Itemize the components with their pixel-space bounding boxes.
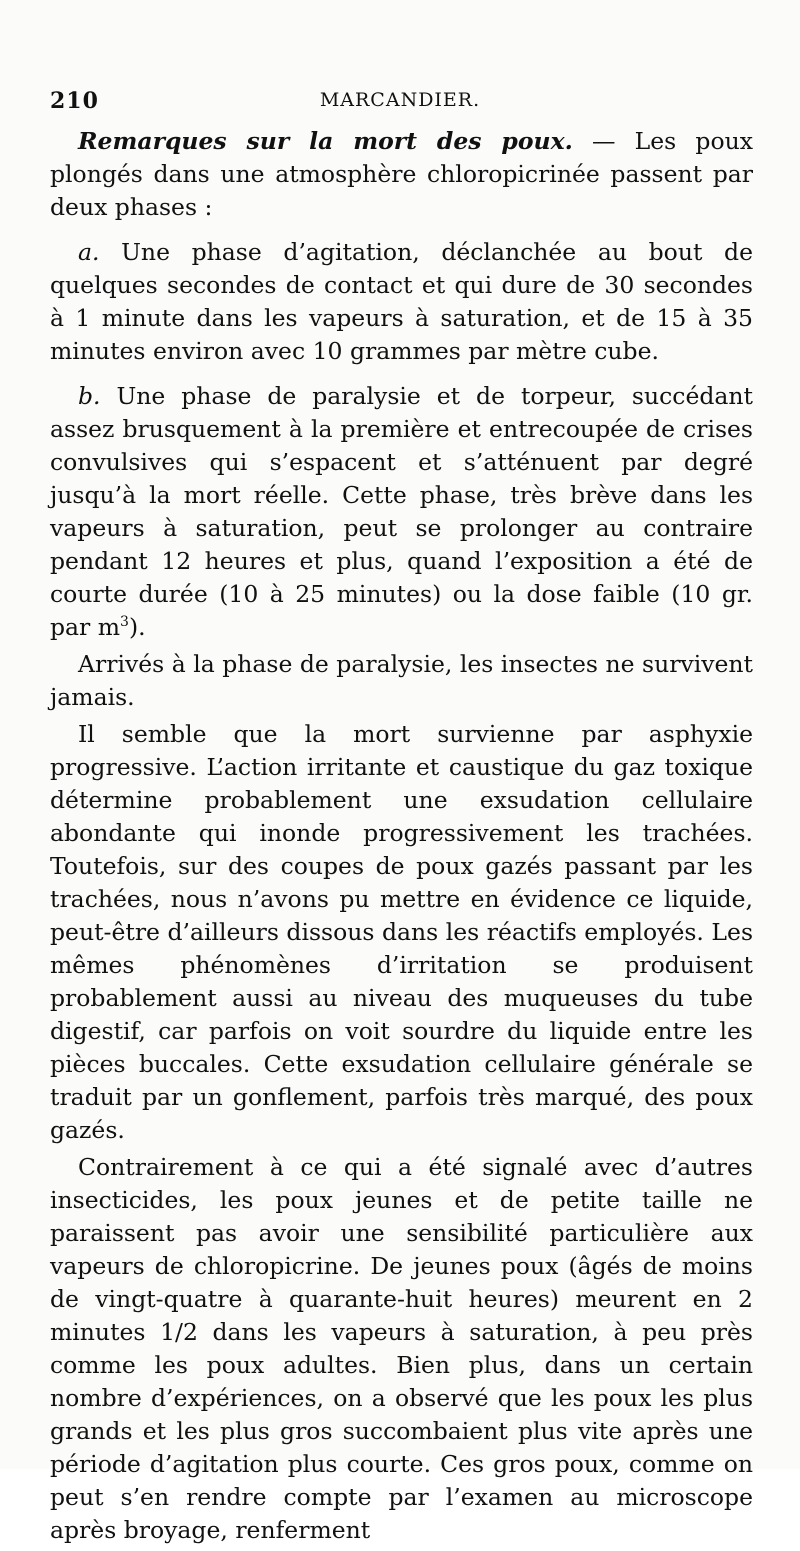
page-number: 210: [50, 88, 99, 114]
running-head: MARCANDIER.: [319, 89, 481, 111]
superscript: 3: [120, 614, 129, 631]
list-marker: a.: [78, 238, 100, 266]
list-item-phase-a: [50, 236, 753, 368]
paragraph-remarks: [50, 125, 753, 224]
paragraph-text: Une phase de paralysie et de torpeur, succédant assez brusquement à la première et entrecoupée de crises convulsives qui s’espacent et s’atténuent par degré jusqu’à la mort réelle. Cette phase, très brève dans les vapeurs à saturation, peut se prolonger au contraire pendant 12 heures et plus, quand l’exposition a été de courte durée (10 à 25 minutes) ou la dose faible (10 gr. par m: [50, 382, 753, 641]
paragraph: Contrairement à ce qui a été signalé avec d’autres insecticides, les poux jeunes et de petite taille ne paraissent pas avoir une sensibilité particulière aux vapeurs de chloropicrine. De jeunes poux (âgés de moins de vingt-quatre à quarante-huit heures) meurent en 2 minutes 1/2 dans les vapeurs à saturation, à peu près comme les poux adultes. Bien plus, dans un certain nombre d’expériences, on a observé que les poux les plus grands et les plus gros succombaient plus vite après une période d’agitation plus courte. Ces gros poux, comme on peut s’en rendre compte par l’examen au microscope après broyage, renferment: [50, 1153, 753, 1544]
list-marker: b.: [78, 382, 101, 410]
paragraph-text: — Les poux plongés dans une atmosphère chloropicrinée passent par deux phases :: [50, 127, 753, 221]
paragraph-text: Une phase d’agitation, déclanchée au bout de quelques secondes de contact et qui dure de 30 secondes à 1 minute dans les vapeurs à saturation, et de 15 à 35 minutes environ avec 10 grammes par mètre cube.: [50, 238, 753, 365]
paragraph: Arrivés à la phase de paralysie, les insectes ne survivent jamais.: [50, 650, 753, 711]
page-body: [50, 125, 753, 1551]
section-lead: Remarques sur la mort des poux.: [78, 127, 573, 155]
paragraph-text-end: ).: [128, 613, 146, 641]
paragraph: Il semble que la mort survienne par asphyxie progressive. L’action irritante et caustique du gaz toxique détermine probablement une exsudation cellulaire abondante qui inonde progressivement les trachées. Toutefois, sur des coupes de poux gazés passant par les trachées, nous n’avons pu mettre en évidence ce liquide, peut-être d’ailleurs dissous dans les réactifs employés. Les mêmes phénomènes d’irritation se produisent probablement aussi au niveau des muqueuses du tube digestif, car parfois on voit sourdre du liquide entre les pièces buccales. Cette exsudation cellulaire générale se traduit par un gonflement, parfois très marqué, des poux gazés.: [50, 720, 753, 1144]
list-item-phase-b: [50, 380, 753, 644]
